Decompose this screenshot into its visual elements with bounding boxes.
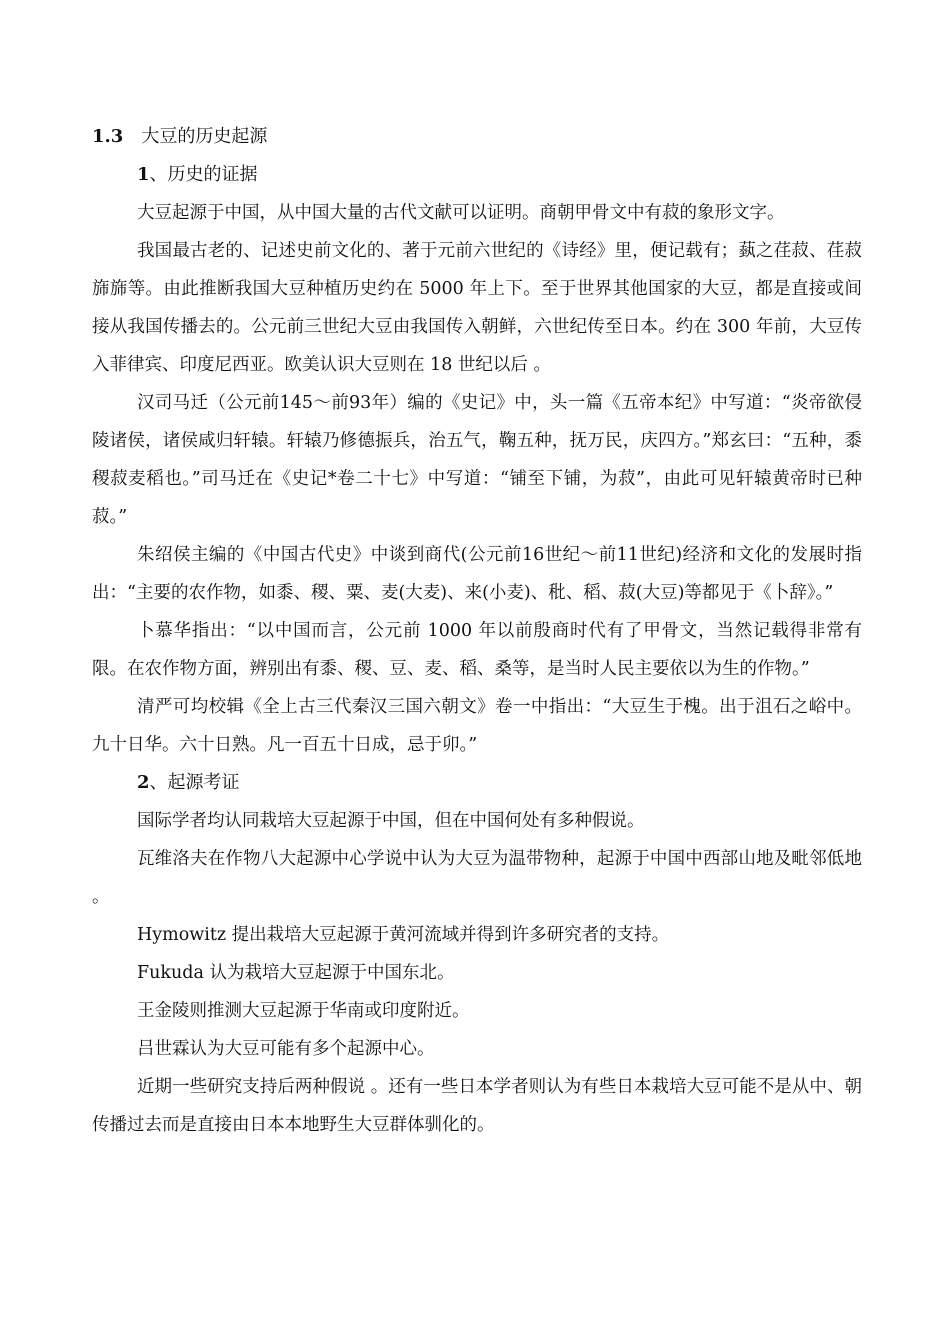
- section-title: 大豆的历史起源: [141, 126, 268, 147]
- subsection-heading-1: [92, 156, 862, 194]
- subsection-number: 2: [137, 772, 150, 793]
- subsection-heading-2: [92, 764, 862, 802]
- section-number: 1.3: [92, 126, 124, 147]
- subsection-number: 1: [137, 164, 150, 185]
- paragraph: Hymowitz 提出栽培大豆起源于黄河流域并得到许多研究者的支持。: [137, 925, 670, 945]
- paragraph: 王金陵则推测大豆起源于华南或印度附近。: [137, 1001, 470, 1021]
- paragraph: 吕世霖认为大豆可能有多个起源中心。: [137, 1039, 435, 1059]
- paragraph: 汉司马迁（公元前145～前93年）编的《史记》中，头一篇《五帝本纪》中写道：“炎帝欲侵陵诸侯，诸侯咸归轩辕。轩辕乃修德振兵，治五气，鞠五种，抚万民，庆四方。”郑玄曰：“五种，黍稷菽麦稻也。”司马迁在《史记*卷二十七》中写道：“铺至下铺，为菽”，由此可见轩辕黄帝时已种菽。”: [92, 393, 862, 527]
- subsection-title: 、起源考证: [149, 772, 240, 793]
- paragraph: 卜慕华指出：“以中国而言，公元前 1000 年以前殷商时代有了甲骨文，当然记载得非常有限。在农作物方面，辨别出有黍、稷、豆、麦、稻、桑等，是当时人民主要依以为生的作物。”: [92, 621, 862, 679]
- paragraph: 瓦维洛夫在作物八大起源中心学说中认为大豆为温带物种，起源于中国中西部山地及毗邻低地 。: [92, 849, 862, 907]
- subsection-title: 、历史的证据: [149, 164, 258, 185]
- paragraph: 大豆起源于中国，从中国大量的古代文献可以证明。商朝甲骨文中有菽的象形文字。: [137, 203, 785, 223]
- paragraph: Fukuda 认为栽培大豆起源于中国东北。: [137, 963, 455, 983]
- paragraph: 清严可均校辑《全上古三代秦汉三国六朝文》卷一中指出：“大豆生于槐。出于沮石之峪中。九十日华。六十日熟。凡一百五十日成，忌于卯。”: [92, 697, 862, 755]
- paragraph: 我国最古老的、记述史前文化的、著于元前六世纪的《诗经》里，便记载有；蓺之荏菽、荏菽旆旆等。由此推断我国大豆种植历史约在 5000 年上下。至于世界其他国家的大豆，都是直接或间接从我国传播去的。公元前三世纪大豆由我国传入朝鲜，六世纪传至日本。约在 300 年前，大豆传入菲律宾、印度尼西亚。欧美认识大豆则在 18 世纪以后 。: [92, 241, 862, 375]
- paragraph: 国际学者均认同栽培大豆起源于中国，但在中国何处有多种假说。: [137, 811, 645, 831]
- paragraph: 朱绍侯主编的《中国古代史》中谈到商代(公元前16世纪～前11世纪)经济和文化的发展时指出：“主要的农作物，如黍、稷、粟、麦(大麦)、来(小麦)、秕、稻、菽(大豆)等都见于《卜辞》。”: [92, 545, 862, 603]
- paragraph: 近期一些研究支持后两种假说 。还有一些日本学者则认为有些日本栽培大豆可能不是从中、朝传播过去而是直接由日本本地野生大豆群体驯化的。: [92, 1077, 862, 1135]
- document-page: [92, 118, 862, 1144]
- section-heading: [92, 118, 862, 156]
